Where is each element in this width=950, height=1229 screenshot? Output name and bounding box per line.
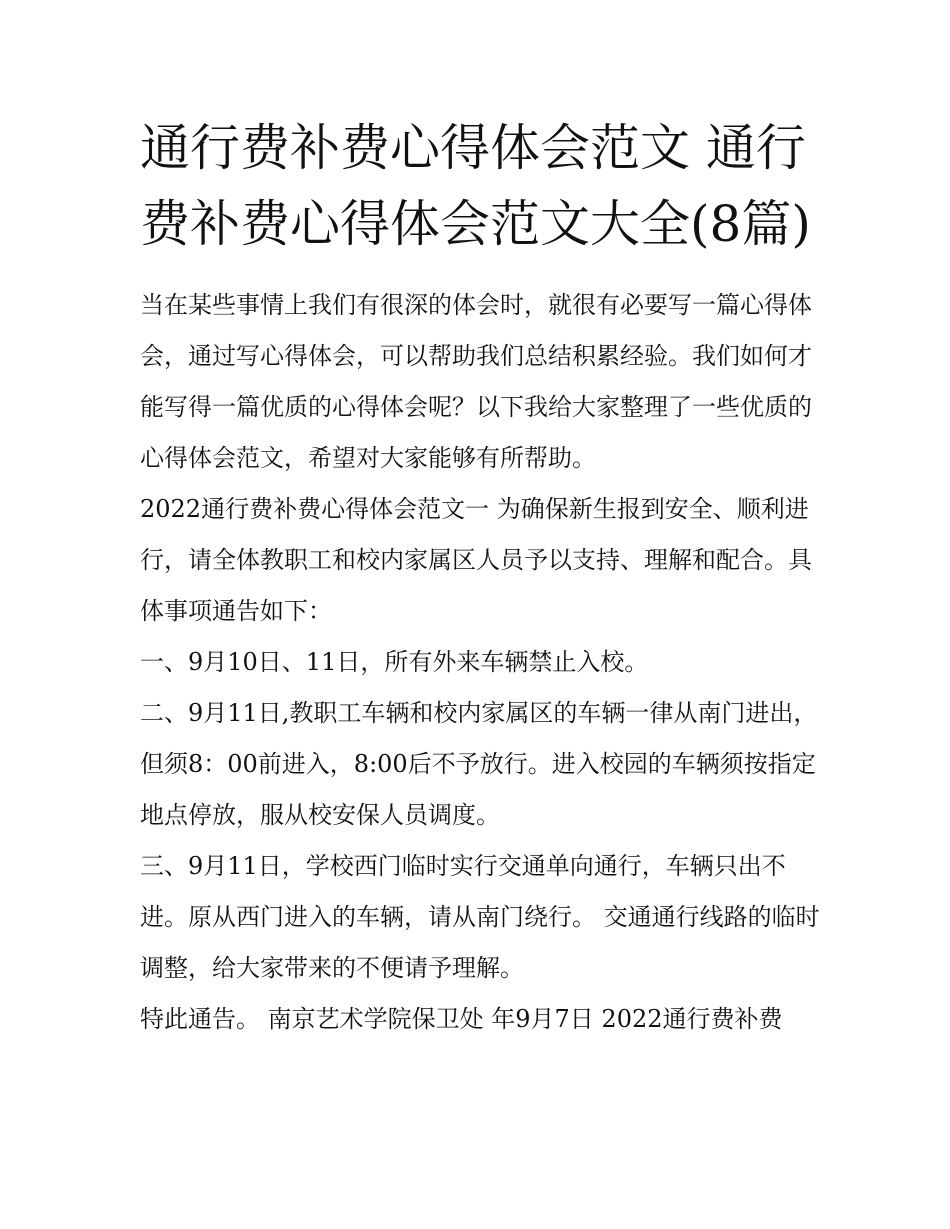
paragraph-intro: 当在某些事情上我们有很深的体会时，就很有必要写一篇心得体会，通过写心得体会，可以帮助我们总结积累经验。我们如何才能写得一篇优质的心得体会呢？以下我给大家整理了一些优质的心得体会范文，希望对大家能够有所帮助。: [140, 291, 812, 472]
document-page: [140, 110, 820, 1045]
paragraph-closing: 特此通告。 南京艺术学院保卫处 年9月7日 2022通行费补费: [140, 1005, 783, 1033]
paragraph-item-1: 一、9月10日、11日，所有外来车辆禁止入校。: [140, 648, 649, 676]
paragraph-item-3: 三、9月11日，学校西门临时实行交通单向通行，车辆只出不进。原从西门进入的车辆，请从南门绕行。 交通通行线路的临时调整，给大家带来的不便请予理解。: [140, 852, 820, 982]
paragraph-notice-intro: 2022通行费补费心得体会范文一 为确保新生报到安全、顺利进行，请全体教职工和校内家属区人员予以支持、理解和配合。具体事项通告如下：: [140, 495, 812, 625]
document-title: 通行费补费心得体会范文 通行费补费心得体会范文大全(8篇): [140, 119, 811, 253]
paragraph-item-2: 二、9月11日,教职工车辆和校内家属区的车辆一律从南门进出，但须8：00前进入，8:00后不予放行。进入校园的车辆须按指定地点停放，服从校安保人员调度。: [140, 699, 818, 829]
